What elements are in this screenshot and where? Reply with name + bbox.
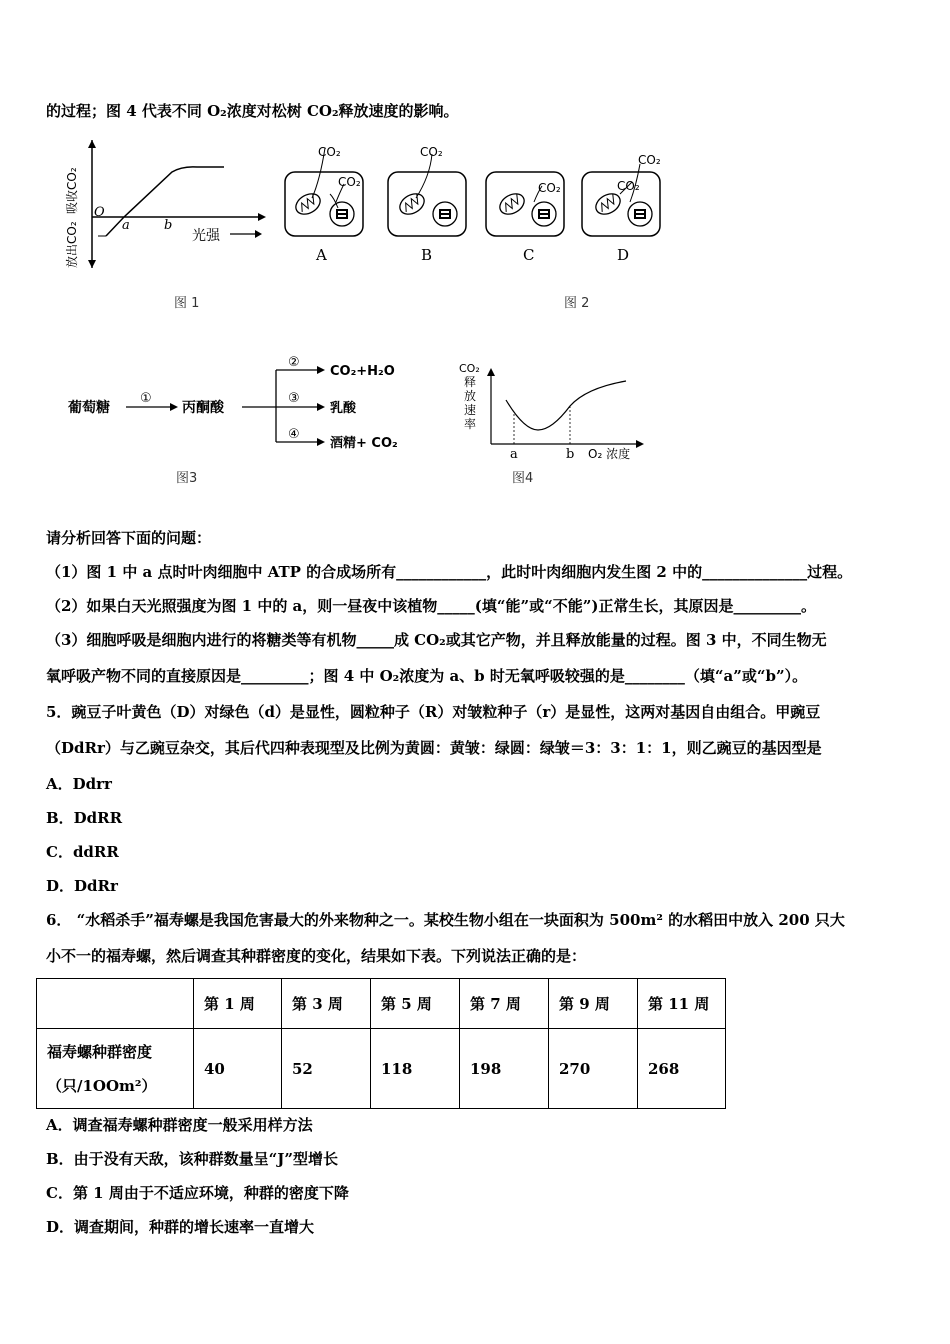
table-cell: 52 — [282, 1029, 371, 1109]
table-header-cell — [37, 979, 194, 1029]
q4-p3: （3）细胞呼吸是细胞内进行的将糖类等有机物_____成 CO₂或其它产物，并且释放能量的过程。图 3 中，不同生物无 — [46, 631, 827, 649]
fig4-y-label-5: 率 — [464, 417, 477, 431]
fig1-x-label: 光强 — [192, 228, 220, 244]
fig4-x-label: O₂ 浓度 — [588, 447, 631, 461]
fig2-label-d: D — [617, 246, 630, 264]
figure-2 — [280, 136, 672, 268]
fig2-co2-a2: CO₂ — [338, 175, 361, 189]
table-row-label — [37, 1029, 194, 1109]
fig2-co2-d2: CO₂ — [617, 179, 640, 193]
q4-p4: 氧呼吸产物不同的直接原因是_________；图 4 中 O₂浓度为 a、b 时无氧呼吸较强的是________（填“a”或“b”）。 — [46, 667, 808, 685]
q6-option-a: A．调查福寿螺种群密度一般采用样方法 — [46, 1116, 313, 1134]
fig1-origin: O — [94, 205, 105, 220]
fig2-label-a: A — [316, 246, 327, 264]
fig4-y-label-1: CO₂ — [459, 362, 480, 375]
q5-option-d: D．DdRr — [46, 877, 118, 895]
fig2-caption: 图 2 — [564, 296, 590, 311]
fig3-prod4: 酒精+ CO₂ — [330, 436, 398, 451]
table-row — [37, 1029, 726, 1109]
q6-stem-1: 6． “水稻杀手”福寿螺是我国危害最大的外来物种之一。某校生物小组在一块面积为 500m² 的水稻田中放入 200 只大 — [46, 911, 845, 929]
fig3-pyruvate: 丙酮酸 — [182, 400, 224, 416]
fig4-point-a: a — [510, 447, 518, 462]
table-cell: 270 — [549, 1029, 638, 1109]
population-density-table — [36, 978, 726, 1109]
table-cell: 118 — [371, 1029, 460, 1109]
fig1-y-top: 吸收CO₂ — [65, 167, 79, 214]
q5-stem-2: （DdRr）与乙豌豆杂交，其后代四种表现型及比例为黄圆：黄皱：绿圆：绿皱＝3：3：1：1，则乙豌豆的基因型是 — [46, 739, 822, 757]
fig2-co2-d1: CO₂ — [638, 153, 661, 167]
table-header-cell: 第 11 周 — [638, 979, 726, 1029]
fig2-label-b: B — [421, 246, 433, 264]
fig4-point-b: b — [566, 447, 575, 462]
table-row-label-1: 福寿螺种群密度 — [47, 1042, 153, 1061]
table-header-row — [37, 979, 726, 1029]
q5-option-c: C．ddRR — [46, 843, 119, 861]
fig4-y-label-4: 速 — [464, 403, 477, 417]
fig3-step1: ① — [140, 391, 152, 406]
q6-option-b: B．由于没有天敌，该种群数量呈“J”型增长 — [46, 1150, 339, 1168]
fig3-glucose: 葡萄糖 — [68, 400, 110, 416]
fig3-step2: ② — [288, 355, 300, 370]
fig1-point-b: b — [164, 218, 173, 233]
fig2-label-c: C — [523, 246, 535, 264]
table-header-cell: 第 3 周 — [282, 979, 371, 1029]
fig3-prod3: 乳酸 — [330, 401, 357, 416]
figure-1 — [62, 140, 272, 270]
table-cell: 268 — [638, 1029, 726, 1109]
q4-p1: （1）图 1 中 a 点时叶肉细胞中 ATP 的合成场所有____________，此时叶肉细胞内发生图 2 中的______________过程。 — [46, 563, 853, 581]
fig4-caption: 图4 — [512, 471, 534, 486]
fig1-caption: 图 1 — [174, 296, 200, 311]
fig3-step3: ③ — [288, 391, 300, 406]
q5-option-a: A．Ddrr — [46, 775, 112, 793]
q6-stem-2: 小不一的福寿螺，然后调查其种群密度的变化，结果如下表。下列说法正确的是： — [46, 947, 587, 965]
table-header-cell: 第 7 周 — [460, 979, 549, 1029]
fig2-co2-a1: CO₂ — [318, 145, 341, 159]
fig1-y-bottom: 放出CO₂ — [65, 221, 79, 268]
q5-stem-1: 5．豌豆子叶黄色（D）对绿色（d）是显性，圆粒种子（R）对皱粒种子（r）是显性，这两对基因自由组合。甲豌豆 — [46, 703, 821, 721]
q6-option-d: D．调查期间，种群的增长速率一直增大 — [46, 1218, 315, 1236]
fig3-prod2: CO₂+H₂O — [330, 364, 395, 379]
fig4-y-label-2: 释 — [464, 375, 477, 389]
fig1-point-a: a — [122, 218, 130, 233]
q4-prompt: 请分析回答下面的问题： — [46, 529, 212, 547]
q6-option-c: C．第 1 周由于不适应环境，种群的密度下降 — [46, 1184, 349, 1202]
table-cell: 40 — [194, 1029, 282, 1109]
table-header-cell: 第 5 周 — [371, 979, 460, 1029]
fig3-step4: ④ — [288, 427, 300, 442]
table-header-cell: 第 1 周 — [194, 979, 282, 1029]
fig2-co2-c: CO₂ — [538, 181, 561, 195]
table-header-cell: 第 9 周 — [549, 979, 638, 1029]
q4-p2: （2）如果白天光照强度为图 1 中的 a，则一昼夜中该植物_____(填“能”或“不能”)正常生长，其原因是_________。 — [46, 597, 816, 615]
intro-line: 的过程；图 4 代表不同 O₂浓度对松树 CO₂释放速度的影响。 — [46, 102, 459, 120]
fig3-caption: 图3 — [176, 471, 198, 486]
table-row-label-2: （只/1OOm²） — [47, 1076, 157, 1095]
fig2-co2-b: CO₂ — [420, 145, 443, 159]
q5-option-b: B．DdRR — [46, 809, 123, 827]
fig4-y-label-3: 放 — [464, 389, 477, 403]
figure-3 — [66, 352, 426, 457]
table-cell: 198 — [460, 1029, 549, 1109]
figure-4 — [454, 356, 654, 464]
